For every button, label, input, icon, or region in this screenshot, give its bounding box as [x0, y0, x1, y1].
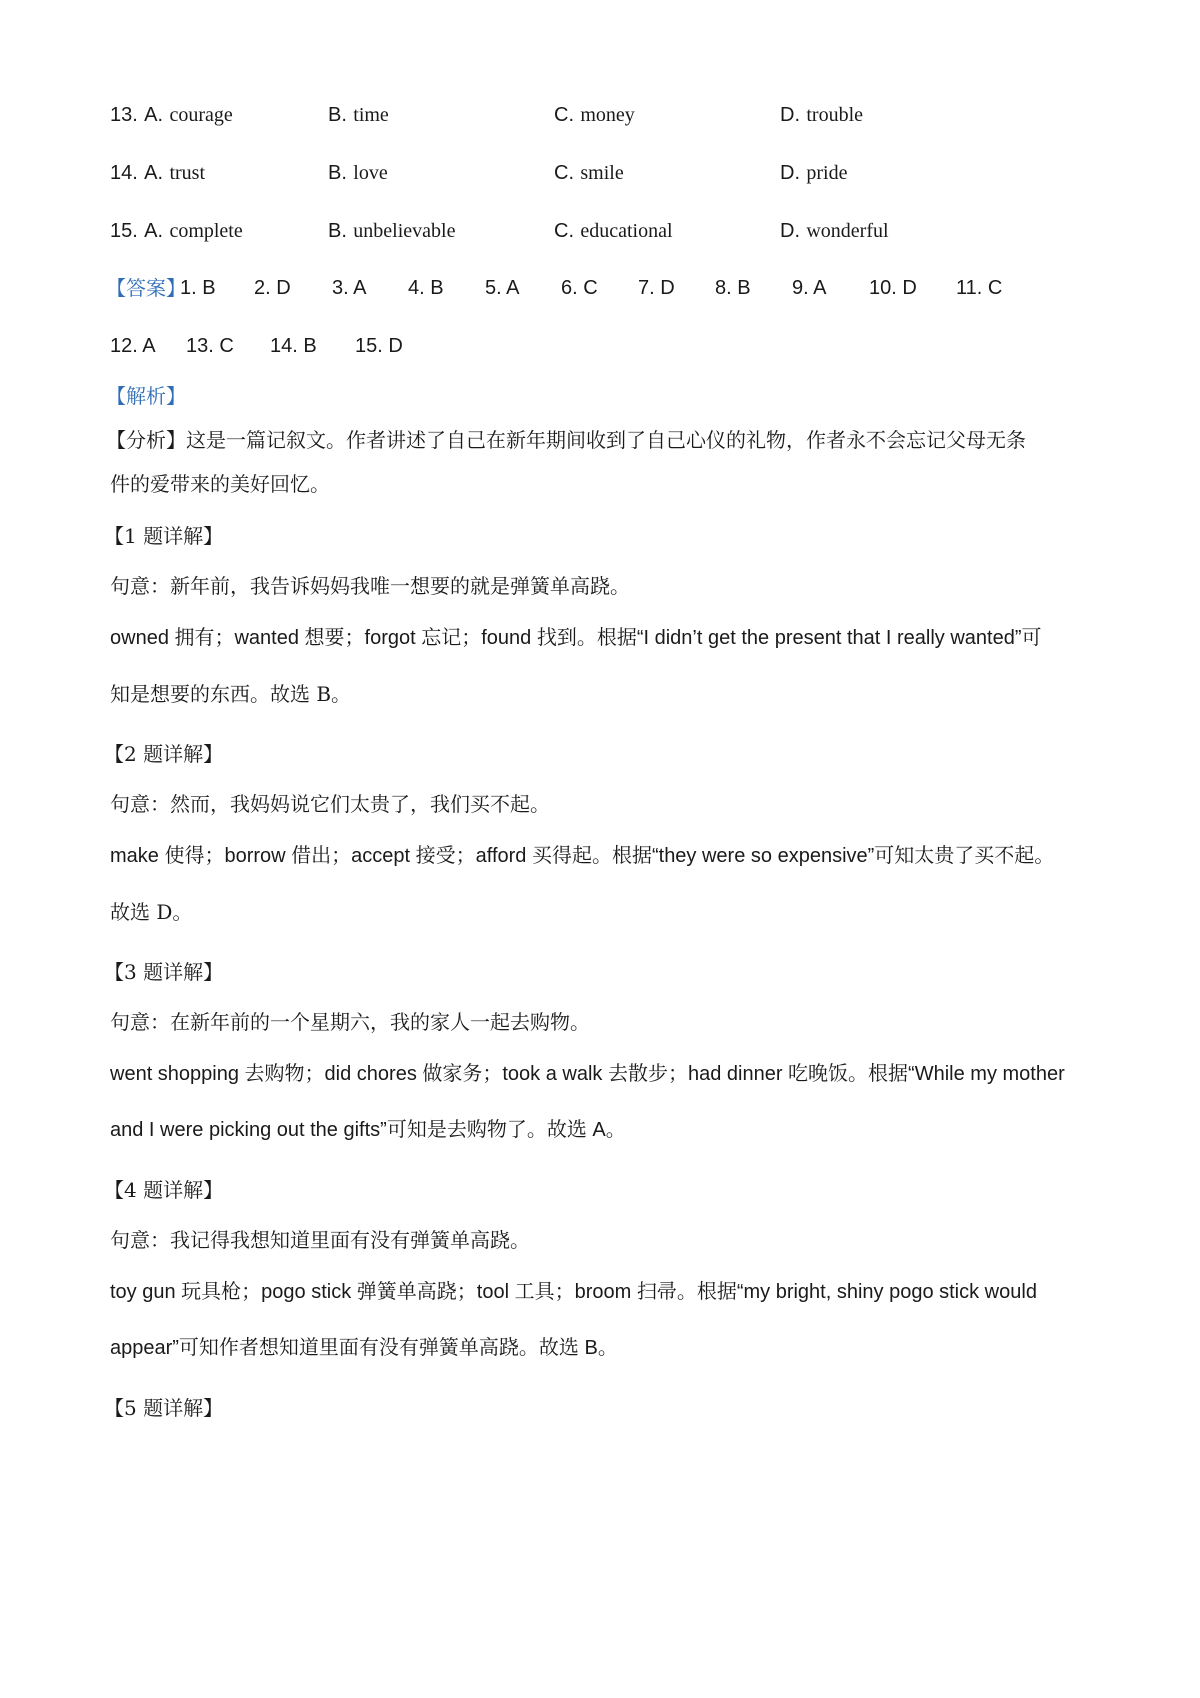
option-label: C.: [554, 162, 574, 184]
overview-line-2: 件的爱带来的美好回忆。: [110, 472, 330, 496]
detail-meaning: 句意：然而，我妈妈说它们太贵了，我们买不起。: [110, 792, 550, 816]
option-text: wonderful: [806, 220, 889, 242]
detail-explanation-line-1: owned 拥有；wanted 想要；forgot 忘记；found 找到。根据“I didn’t get the present that I really wanted”可: [110, 627, 1042, 649]
option-text: pride: [806, 162, 848, 184]
option-text: money: [580, 104, 635, 126]
option-text: courage: [169, 104, 233, 126]
option-d: [780, 216, 889, 245]
option-a: [110, 100, 233, 129]
option-a: [110, 158, 205, 187]
answer-item: 9. A: [792, 277, 827, 299]
answer-tag: 【答案】: [106, 276, 186, 300]
option-label: B.: [328, 104, 347, 126]
option-label: D.: [780, 104, 800, 126]
option-label: C.: [554, 220, 574, 242]
option-a: [110, 216, 243, 245]
option-text: complete: [169, 220, 243, 242]
option-label: B.: [328, 220, 347, 242]
answer-item: 6. C: [561, 277, 598, 299]
question-number: 13.: [110, 104, 138, 126]
answer-item: 1. B: [180, 277, 216, 299]
detail-meaning: 句意：新年前，我告诉妈妈我唯一想要的就是弹簧单高跷。: [110, 574, 630, 598]
option-label: D.: [780, 220, 800, 242]
answer-item: 14. B: [270, 335, 317, 357]
option-text: time: [353, 104, 389, 126]
answer-item: 3. A: [332, 277, 367, 299]
option-c: [554, 100, 635, 129]
answer-item: 5. A: [485, 277, 520, 299]
answers-row-2: [110, 332, 1110, 360]
option-b: [328, 158, 388, 187]
detail-heading: 【3 题详解】: [104, 960, 224, 984]
option-text: educational: [580, 220, 673, 242]
detail-heading: 【4 题详解】: [104, 1178, 224, 1202]
detail-meaning: 句意：在新年前的一个星期六，我的家人一起去购物。: [110, 1010, 590, 1034]
detail-explanation-line-2: 知是想要的东西。故选 B。: [110, 682, 352, 706]
overview-line-1: 【分析】这是一篇记叙文。作者讲述了自己在新年期间收到了自己心仪的礼物，作者永不会忘记父母无条: [106, 428, 1026, 452]
option-label: A.: [144, 220, 164, 242]
option-c: [554, 216, 673, 245]
detail-explanation-line-1: make 使得；borrow 借出；accept 接受；afford 买得起。根据“they were so expensive”可知太贵了买不起。: [110, 845, 1055, 867]
question-13-options: [110, 100, 1110, 128]
answers-row-1: [106, 274, 1110, 302]
option-text: trust: [169, 162, 205, 184]
answer-item: 7. D: [638, 277, 675, 299]
option-label: B.: [328, 162, 347, 184]
answer-item: 8. B: [715, 277, 751, 299]
option-label: D.: [780, 162, 800, 184]
answer-item: 11. C: [956, 277, 1003, 299]
detail-heading: 【1 题详解】: [104, 524, 224, 548]
answer-item: 13. C: [186, 335, 234, 357]
question-number: 14.: [110, 162, 138, 184]
option-text: smile: [580, 162, 624, 184]
question-14-options: [110, 158, 1110, 186]
answer-item: 2. D: [254, 277, 291, 299]
answer-item: 4. B: [408, 277, 444, 299]
answer-item: 12. A: [110, 335, 156, 357]
option-d: [780, 100, 863, 129]
question-number: 15.: [110, 220, 138, 242]
detail-meaning: 句意：我记得我想知道里面有没有弹簧单高跷。: [110, 1228, 530, 1252]
detail-heading: 【5 题详解】: [104, 1396, 224, 1420]
detail-explanation-line-2: and I were picking out the gifts”可知是去购物了。故选 A。: [110, 1119, 626, 1141]
detail-explanation-line-1: toy gun 玩具枪；pogo stick 弹簧单高跷；tool 工具；broom 扫帚。根据“my bright, shiny pogo stick would: [110, 1281, 1037, 1303]
option-text: unbelievable: [353, 220, 456, 242]
option-text: trouble: [806, 104, 864, 126]
analysis-tag: 【解析】: [106, 384, 186, 408]
answer-item: 10. D: [869, 277, 917, 299]
detail-explanation-line-2: 故选 D。: [110, 900, 193, 924]
option-b: [328, 216, 455, 245]
detail-heading: 【2 题详解】: [104, 742, 224, 766]
option-c: [554, 158, 624, 187]
option-b: [328, 100, 389, 129]
option-label: C.: [554, 104, 574, 126]
question-15-options: [110, 216, 1110, 244]
option-d: [780, 158, 847, 187]
detail-explanation-line-2: appear”可知作者想知道里面有没有弹簧单高跷。故选 B。: [110, 1337, 618, 1359]
option-label: A.: [144, 162, 164, 184]
answer-item: 15. D: [355, 335, 403, 357]
option-text: love: [353, 162, 388, 184]
option-label: A.: [144, 104, 164, 126]
detail-explanation-line-1: went shopping 去购物；did chores 做家务；took a walk 去散步；had dinner 吃晚饭。根据“While my mother: [110, 1063, 1065, 1085]
